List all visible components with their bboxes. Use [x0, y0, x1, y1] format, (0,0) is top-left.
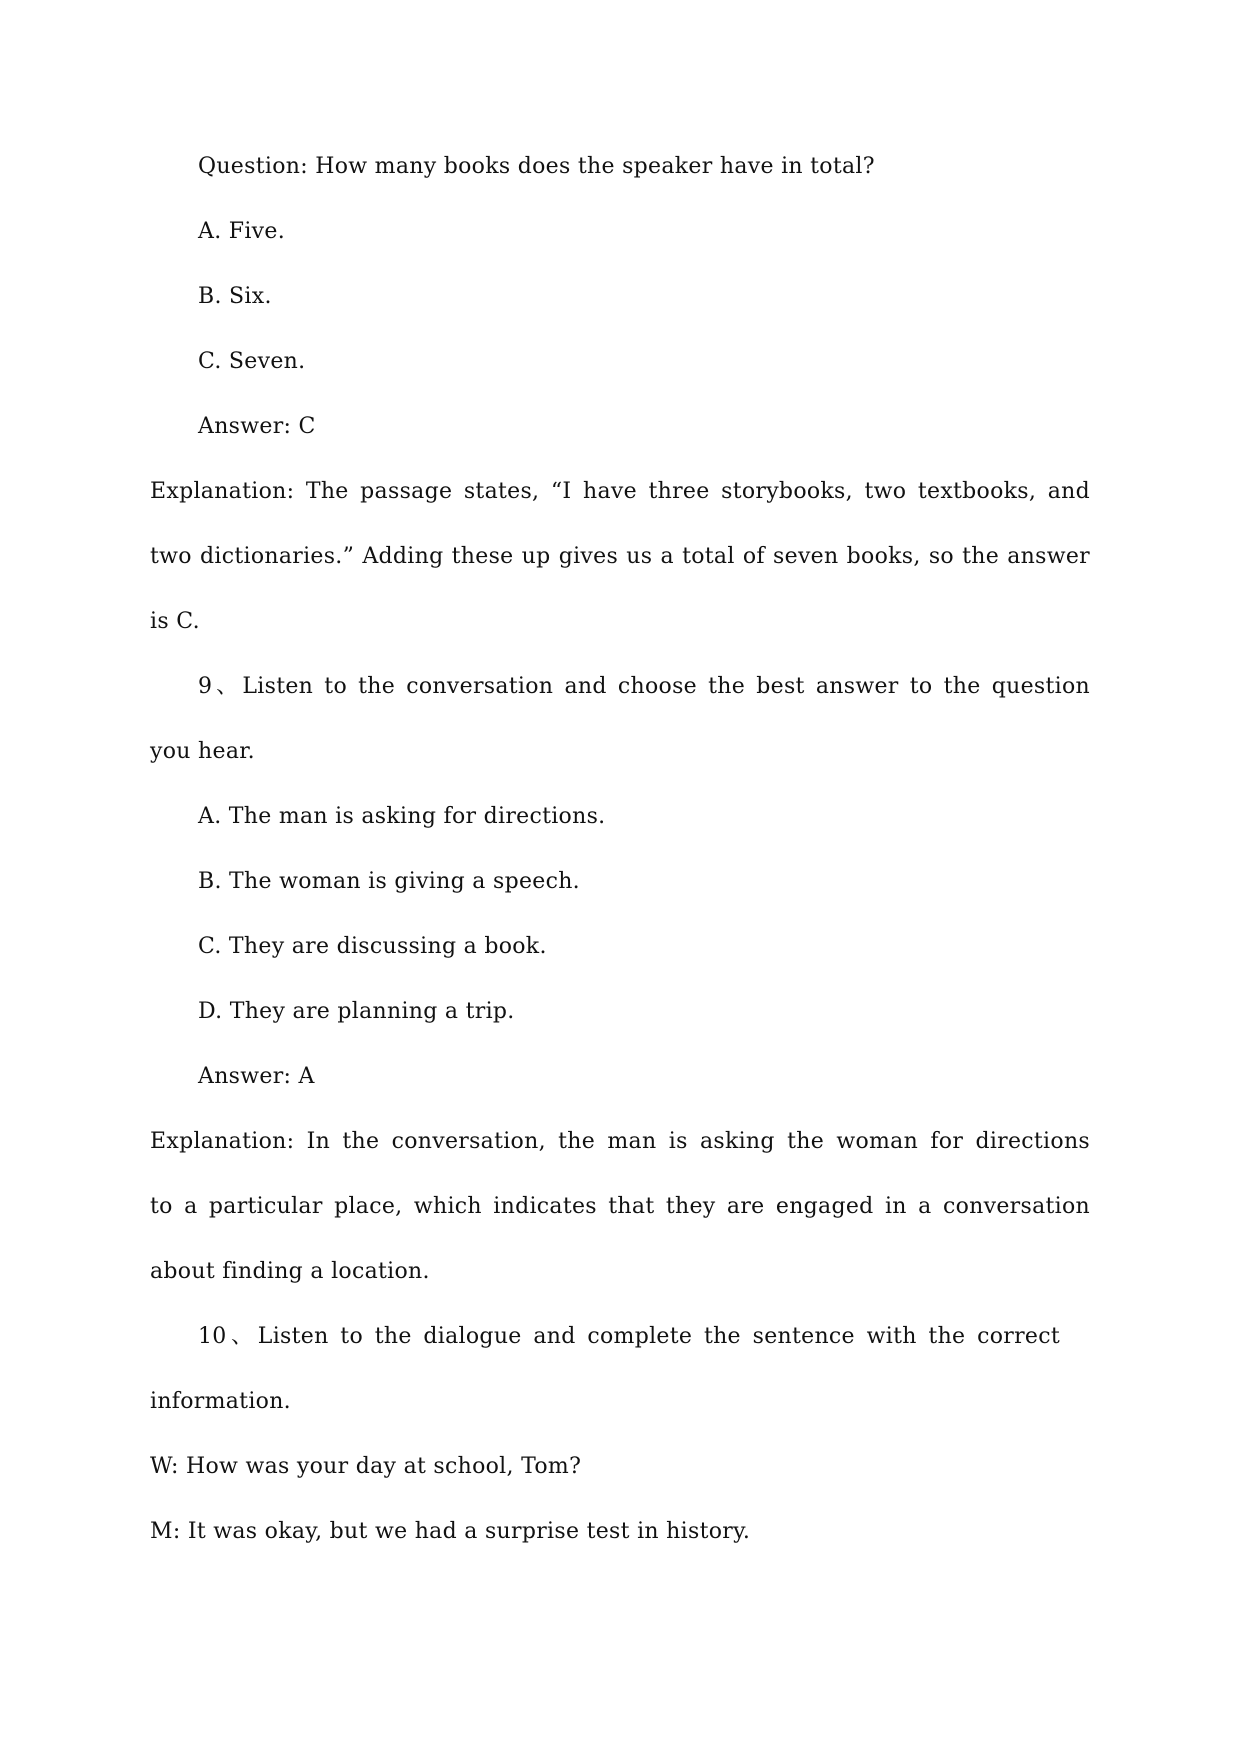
q8-option-b: B. Six. [198, 284, 272, 309]
q10-dialogue-line-2: M: It was okay, but we had a surprise test in history. [150, 1519, 751, 1544]
q9-prompt-line-2: you hear. [150, 739, 255, 764]
q8-option-a: A. Five. [198, 219, 286, 244]
q8-answer: Answer: C [198, 414, 316, 439]
q9-option-c: C. They are discussing a book. [198, 934, 547, 959]
q9-explanation-line-3: about finding a location. [150, 1259, 430, 1284]
q9-option-a: A. The man is asking for directions. [198, 804, 606, 829]
q8-explanation-line-2: two dictionaries.” Adding these up gives us a total of seven books, so the answer [150, 544, 1090, 569]
q8-explanation-line-3: is C. [150, 609, 200, 634]
q8-explanation-line-1: Explanation: The passage states, “I have three storybooks, two textbooks, and [150, 479, 1090, 504]
q8-option-c: C. Seven. [198, 349, 306, 374]
q9-option-b: B. The woman is giving a speech. [198, 869, 580, 894]
q9-option-d: D. They are planning a trip. [198, 999, 515, 1024]
q10-prompt-line-1: 10、Listen to the dialogue and complete the sentence with the correct [198, 1324, 1060, 1349]
q9-answer: Answer: A [198, 1064, 315, 1089]
q9-explanation-line-1: Explanation: In the conversation, the man is asking the woman for directions [150, 1129, 1090, 1154]
q9-explanation-line-2: to a particular place, which indicates that they are engaged in a conversation [150, 1194, 1090, 1219]
q9-prompt-line-1: 9、Listen to the conversation and choose the best answer to the question [198, 674, 1090, 699]
q10-dialogue-line-1: W: How was your day at school, Tom? [150, 1454, 582, 1479]
q10-prompt-line-2: information. [150, 1389, 291, 1414]
q8-question: Question: How many books does the speaker have in total? [198, 154, 875, 179]
